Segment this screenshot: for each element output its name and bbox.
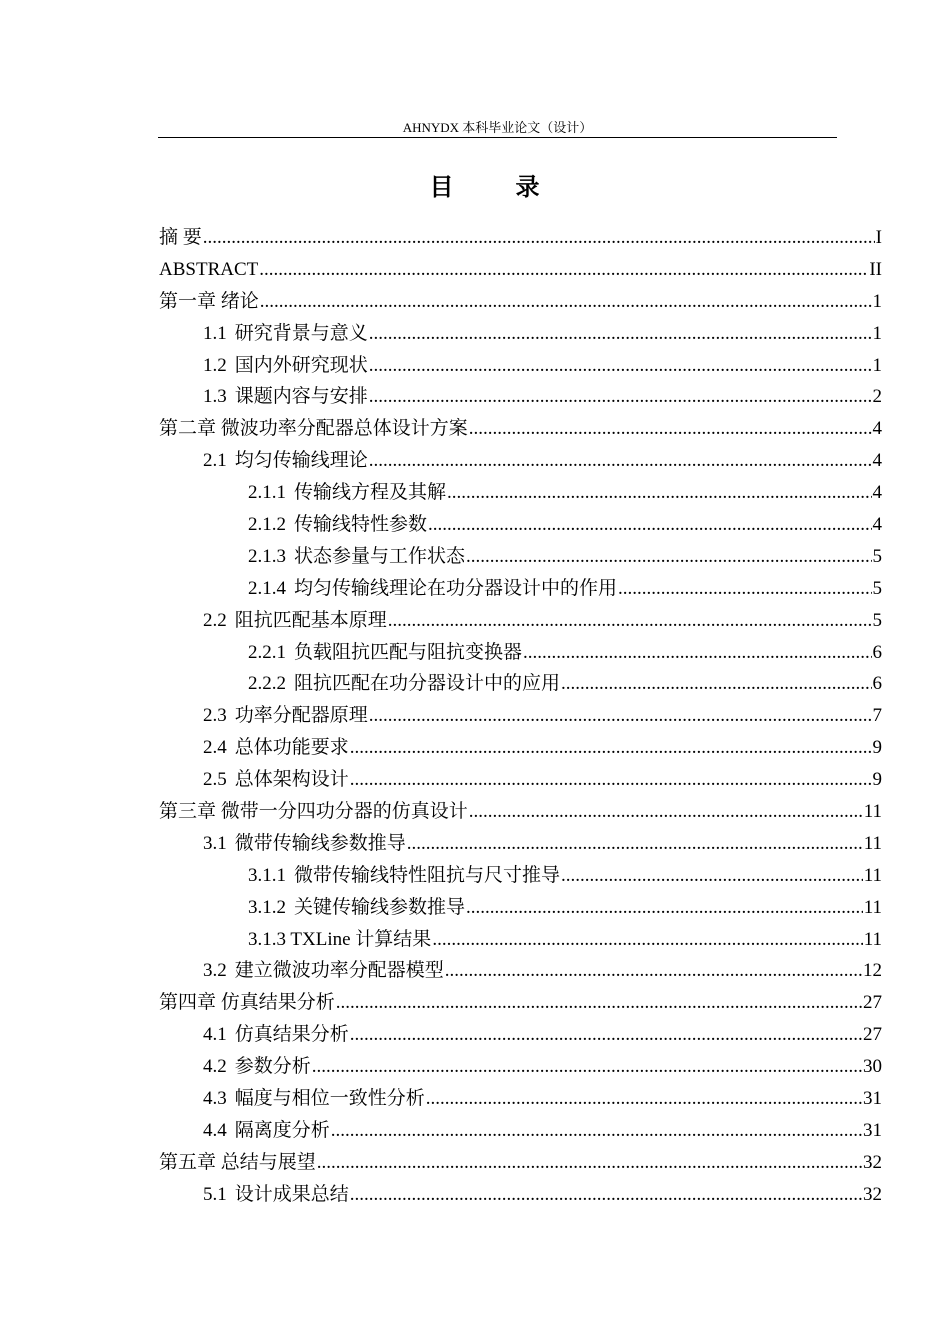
toc-entry-label (203, 350, 368, 382)
toc-entry-label (203, 828, 406, 860)
toc-leader-dots (466, 892, 863, 924)
toc-entry-text: 建立微波功率分配器模型 (234, 960, 444, 982)
toc-entry-number: 5.1 (203, 1183, 227, 1205)
toc-entry-page: 4 (872, 418, 882, 440)
toc-entry-text: 第五章 总结与展望 (159, 1151, 316, 1173)
toc-entry-page: 4 (872, 482, 882, 504)
toc-entry[interactable] (159, 477, 882, 509)
toc-leader-dots (618, 573, 871, 605)
toc-entry[interactable] (159, 509, 882, 541)
toc-entry[interactable] (159, 254, 882, 286)
toc-entry-label (203, 1019, 349, 1051)
header-rule (158, 137, 837, 138)
toc-entry-page: 9 (872, 737, 882, 759)
toc-leader-dots (407, 828, 863, 860)
toc-entry-number: 3.2 (203, 960, 227, 982)
toc-entry-number: 3.1 (203, 832, 227, 854)
toc-entry-text: 均匀传输线理论在功分器设计中的作用 (294, 577, 618, 599)
toc-leader-dots (445, 955, 862, 987)
toc-entry-number: 2.1 (203, 450, 227, 472)
toc-entry-text: 阻抗匹配在功分器设计中的应用 (294, 673, 561, 695)
toc-entry-page: 5 (872, 545, 882, 567)
toc-entry[interactable] (159, 796, 882, 828)
toc-entry-label (203, 732, 349, 764)
toc-entry-text: 参数分析 (234, 1056, 311, 1078)
toc-leader-dots (260, 286, 872, 318)
toc-leader-dots (561, 860, 863, 892)
toc-entry-text: 3.1.3 TXLine 计算结果 (248, 928, 432, 950)
toc-entry[interactable] (159, 350, 882, 382)
toc-entry-label (159, 796, 468, 828)
toc-entry-number: 2.2.1 (248, 641, 286, 663)
toc-entry-text: 第二章 微波功率分配器总体设计方案 (159, 418, 468, 440)
toc-entry-page: 2 (872, 386, 882, 408)
toc-entry-text: 国内外研究现状 (234, 354, 368, 376)
toc-entry[interactable] (159, 892, 882, 924)
toc-entry-label (159, 987, 335, 1019)
toc-entry[interactable] (159, 668, 882, 700)
toc-leader-dots (203, 222, 875, 254)
toc-entry-label (159, 286, 259, 318)
toc-entry-label (203, 605, 387, 637)
toc-entry-number: 2.2.2 (248, 673, 286, 695)
toc-entry-label (203, 1179, 349, 1211)
toc-entry-page: 5 (872, 577, 882, 599)
toc-entry-label (248, 892, 465, 924)
toc-entry[interactable] (159, 541, 882, 573)
toc-entry-text: 研究背景与意义 (234, 322, 368, 344)
toc-entry-label (203, 1083, 425, 1115)
toc-entry[interactable] (159, 637, 882, 669)
table-of-contents (159, 222, 882, 1211)
toc-entry-text: 均匀传输线理论 (234, 450, 368, 472)
toc-entry-label (159, 254, 258, 286)
toc-entry-page: 7 (872, 705, 882, 727)
toc-entry-text: 关键传输线参数推导 (294, 896, 466, 918)
toc-entry-label (203, 700, 368, 732)
toc-leader-dots (466, 541, 871, 573)
toc-entry-page: 11 (863, 864, 882, 886)
toc-entry-page: 4 (872, 514, 882, 536)
toc-entry-number: 2.5 (203, 769, 227, 791)
toc-entry-text: 阻抗匹配基本原理 (234, 609, 387, 631)
toc-entry-text: 课题内容与安排 (234, 386, 368, 408)
toc-entry-number: 1.1 (203, 322, 227, 344)
toc-leader-dots (317, 1147, 862, 1179)
page-header: AHNYDX 本科毕业论文（设计） (402, 120, 593, 135)
toc-entry-label (248, 924, 431, 956)
toc-entry[interactable] (159, 924, 882, 956)
toc-entry-page: 5 (872, 609, 882, 631)
toc-entry-label (203, 955, 444, 987)
toc-entry-page: 4 (872, 450, 882, 472)
toc-entry-text: 总体功能要求 (234, 737, 349, 759)
toc-leader-dots (432, 924, 862, 956)
toc-entry[interactable] (159, 1051, 882, 1083)
toc-entry-label (203, 1051, 311, 1083)
toc-leader-dots (523, 637, 871, 669)
toc-entry-label (248, 541, 465, 573)
toc-entry-number: 4.3 (203, 1088, 227, 1110)
toc-entry-number: 4.1 (203, 1024, 227, 1046)
toc-entry-text: 第四章 仿真结果分析 (159, 992, 335, 1014)
toc-entry-number: 2.3 (203, 705, 227, 727)
toc-entry-page: 27 (863, 992, 882, 1014)
toc-leader-dots (388, 605, 872, 637)
toc-leader-dots (369, 318, 872, 350)
toc-entry[interactable] (159, 1179, 882, 1211)
toc-leader-dots (259, 254, 868, 286)
toc-leader-dots (350, 1179, 862, 1211)
toc-entry-label (248, 637, 522, 669)
toc-entry[interactable] (159, 828, 882, 860)
toc-entry-label (248, 860, 560, 892)
toc-entry-number: 2.2 (203, 609, 227, 631)
toc-entry-label (203, 318, 368, 350)
toc-entry[interactable] (159, 1115, 882, 1147)
toc-entry[interactable] (159, 955, 882, 987)
toc-entry-text: ABSTRACT (159, 258, 259, 280)
toc-entry-page: 1 (872, 290, 882, 312)
toc-entry-text: 传输线方程及其解 (294, 482, 447, 504)
toc-entry-number: 4.4 (203, 1119, 227, 1141)
toc-entry-page: 11 (863, 928, 882, 950)
toc-entry-label (203, 445, 368, 477)
toc-entry-text: 负载阻抗匹配与阻抗变换器 (294, 641, 523, 663)
toc-leader-dots (561, 668, 871, 700)
toc-entry-page: 12 (863, 960, 882, 982)
toc-entry-text: 第一章 绪论 (159, 290, 259, 312)
toc-entry-number: 2.1.3 (248, 545, 286, 567)
toc-entry-page: 11 (863, 801, 882, 823)
toc-entry-text: 幅度与相位一致性分析 (234, 1088, 425, 1110)
toc-entry[interactable] (159, 732, 882, 764)
toc-entry-text: 总体架构设计 (234, 769, 349, 791)
toc-entry[interactable] (159, 605, 882, 637)
toc-leader-dots (312, 1051, 862, 1083)
toc-entry-number: 1.2 (203, 354, 227, 376)
toc-leader-dots (350, 1019, 862, 1051)
toc-entry[interactable] (159, 987, 882, 1019)
toc-entry-page: 30 (863, 1056, 882, 1078)
toc-entry-label (159, 413, 468, 445)
toc-entry-number: 3.1.1 (248, 864, 286, 886)
toc-entry-text: 传输线特性参数 (294, 514, 428, 536)
toc-entry-label (203, 1115, 330, 1147)
toc-entry-page: 32 (863, 1183, 882, 1205)
toc-entry-text: 功率分配器原理 (234, 705, 368, 727)
toc-entry-page: 1 (872, 354, 882, 376)
toc-entry-number: 1.3 (203, 386, 227, 408)
toc-entry-number: 2.1.4 (248, 577, 286, 599)
toc-entry-number: 3.1.2 (248, 896, 286, 918)
toc-entry-number: 4.2 (203, 1056, 227, 1078)
toc-entry-label (159, 222, 202, 254)
toc-entry-page: 1 (872, 322, 882, 344)
toc-entry-page: I (875, 227, 882, 248)
toc-entry-label (159, 1147, 316, 1179)
toc-leader-dots (336, 987, 862, 1019)
toc-entry[interactable] (159, 860, 882, 892)
toc-entry-number: 2.1.2 (248, 514, 286, 536)
toc-entry[interactable] (159, 222, 882, 254)
toc-entry-label (248, 668, 560, 700)
toc-entry-page: 9 (872, 769, 882, 791)
toc-entry-page: 31 (863, 1088, 882, 1110)
toc-entry[interactable] (159, 318, 882, 350)
toc-entry[interactable] (159, 1147, 882, 1179)
toc-leader-dots (331, 1115, 862, 1147)
toc-leader-dots (369, 700, 872, 732)
toc-leader-dots (369, 381, 872, 413)
toc-entry[interactable] (159, 286, 882, 318)
toc-entry-label (248, 509, 427, 541)
toc-title: 目 录 (429, 175, 568, 201)
toc-entry-page: 6 (872, 641, 882, 663)
toc-entry-page: II (869, 258, 882, 280)
toc-entry-number: 2.4 (203, 737, 227, 759)
toc-leader-dots (426, 1083, 862, 1115)
toc-entry-text: 微带传输线特性阻抗与尺寸推导 (294, 864, 561, 886)
toc-leader-dots (469, 796, 863, 828)
toc-entry-text: 设计成果总结 (234, 1183, 349, 1205)
toc-leader-dots (469, 413, 872, 445)
toc-entry-page: 6 (872, 673, 882, 695)
toc-entry-page: 11 (863, 896, 882, 918)
toc-entry-page: 11 (863, 832, 882, 854)
toc-entry-page: 31 (863, 1119, 882, 1141)
toc-entry-text: 第三章 微带一分四功分器的仿真设计 (159, 801, 468, 823)
toc-entry[interactable] (159, 1083, 882, 1115)
toc-entry-page: 32 (863, 1151, 882, 1173)
toc-entry-page: 27 (863, 1024, 882, 1046)
toc-entry[interactable] (159, 764, 882, 796)
toc-entry-label (248, 477, 446, 509)
toc-entry-text: 仿真结果分析 (234, 1024, 349, 1046)
toc-entry[interactable] (159, 1019, 882, 1051)
toc-leader-dots (350, 764, 872, 796)
toc-entry[interactable] (159, 413, 882, 445)
toc-entry-label (203, 381, 368, 413)
toc-leader-dots (350, 732, 872, 764)
toc-entry-text: 微带传输线参数推导 (234, 832, 406, 854)
toc-leader-dots (369, 350, 872, 382)
toc-entry[interactable] (159, 381, 882, 413)
toc-entry[interactable] (159, 700, 882, 732)
toc-entry-text: 状态参量与工作状态 (294, 545, 466, 567)
toc-entry-label (248, 573, 617, 605)
toc-entry-text: 摘 要 (159, 227, 202, 248)
toc-leader-dots (447, 477, 871, 509)
toc-entry-label (203, 764, 349, 796)
toc-entry-text: 隔离度分析 (234, 1119, 330, 1141)
toc-entry-number: 2.1.1 (248, 482, 286, 504)
toc-leader-dots (369, 445, 872, 477)
toc-entry[interactable] (159, 573, 882, 605)
toc-leader-dots (428, 509, 871, 541)
toc-entry[interactable] (159, 445, 882, 477)
